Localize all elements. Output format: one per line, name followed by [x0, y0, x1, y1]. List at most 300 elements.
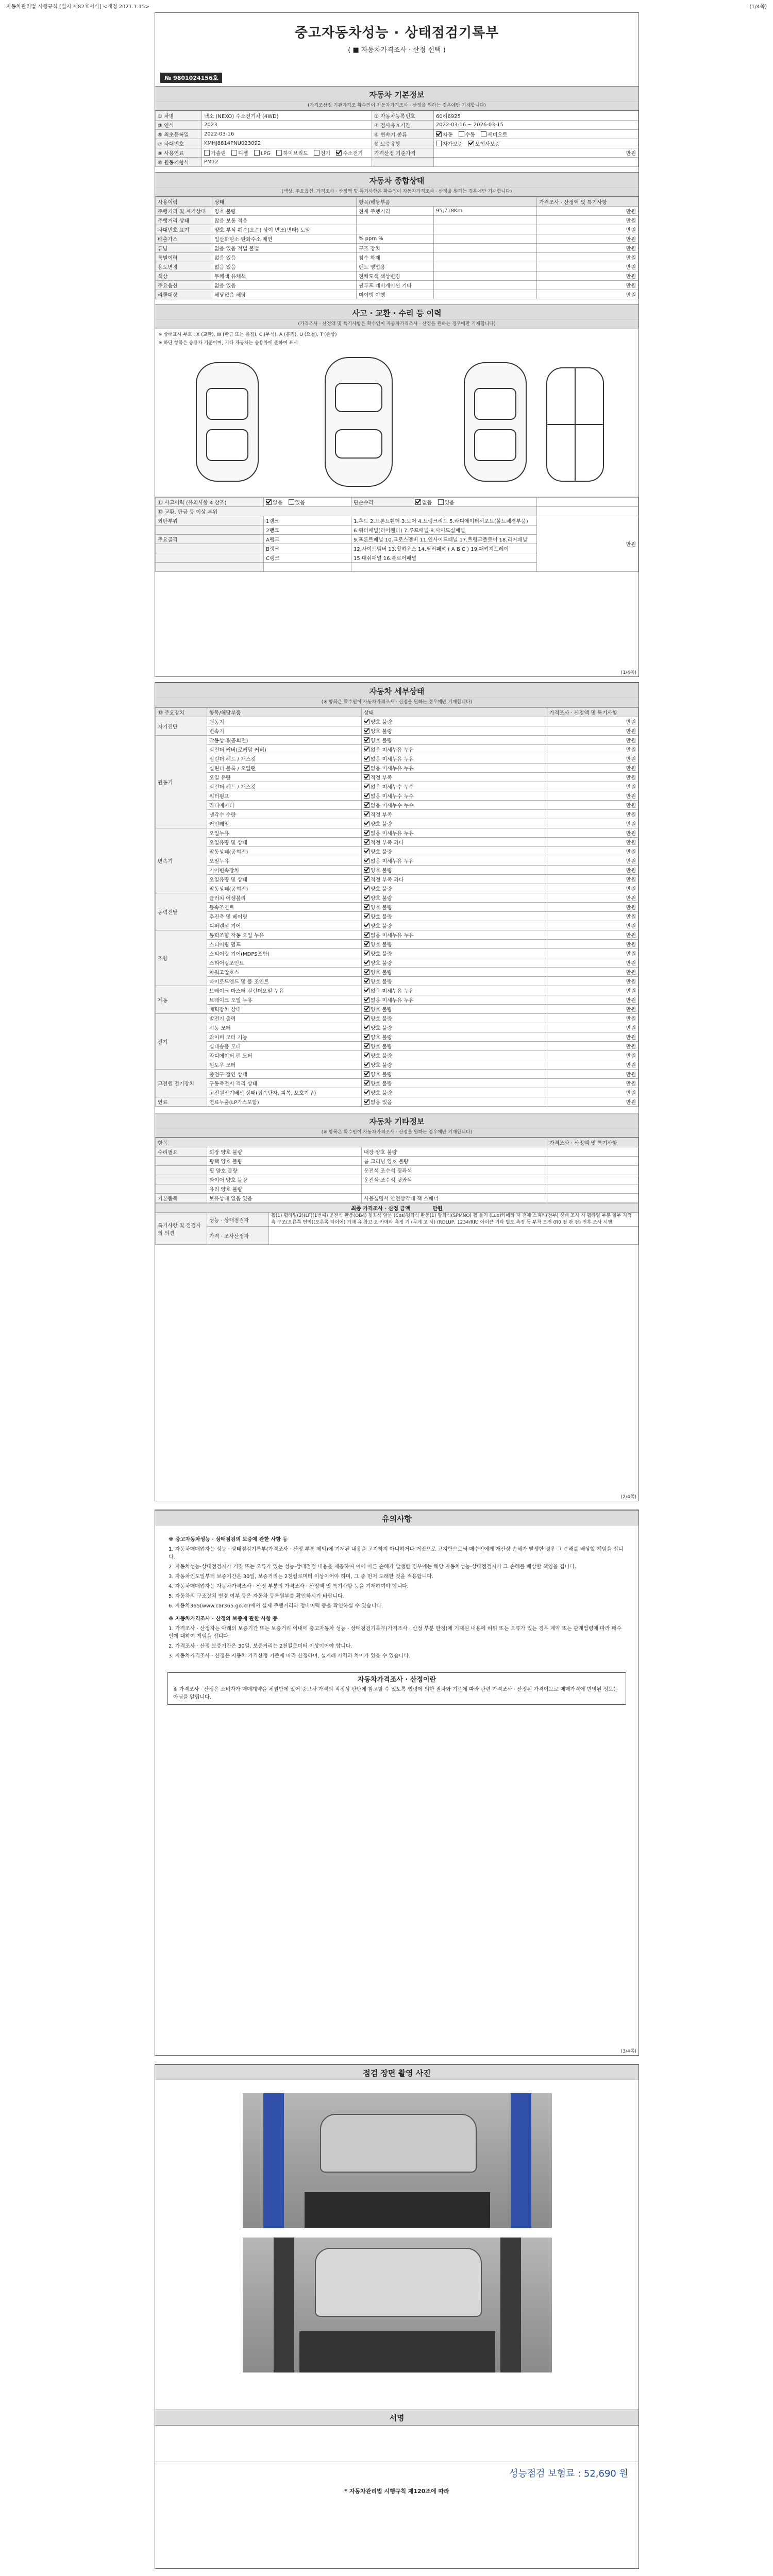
special-text: 휠(1) 휠타일(2)(LF)(1번째) 운전석 완충(OB4) 뒷좌석 앞문 (Cos)뒷좌석 완충(1) 앞좌석(SPMNO) 휠 풀기 (Lux)카메라 자 전체 스피커(전부) 상태 조사 시 휠타일 부분 일부 지적 측 구조(오른쪽 번역)(오른쪽 타이어) 기재 유 참고 요 카메라 측정 기 (무게 고 시) (RDLUP, 1234/RR) 아이큰 기타 별도 측정 등 부착 오전 (R0 점 관 검) 전후 조사 시행	[269, 1213, 638, 1227]
detail-group-name: 제동	[156, 986, 207, 1014]
summary-row	[156, 281, 638, 290]
summary-row	[156, 253, 638, 262]
summary-row	[156, 216, 638, 225]
pricing-info-box	[167, 1672, 626, 1705]
summary-row-item: 침수 화재	[357, 253, 434, 262]
detail-row	[156, 726, 638, 736]
detail-unit: 만원	[547, 1023, 638, 1032]
detail-part: 냉각수 수량	[207, 810, 362, 819]
detail-unit: 만원	[547, 1014, 638, 1023]
summary-row-unit: 만원	[537, 281, 638, 290]
accident-section-title: 사고 · 교환 · 수리 등 이력	[155, 304, 638, 320]
summary-row-unit: 만원	[537, 290, 638, 299]
detail-state-text: 없음 미세누유 누유	[371, 766, 414, 772]
trans-options: 자동 수동 세미오토	[434, 130, 638, 139]
detail-state-checkbox[interactable]	[364, 830, 369, 836]
etc-row	[156, 1175, 638, 1184]
detail-state-checkbox[interactable]	[364, 988, 369, 993]
car-outline-center	[325, 358, 392, 486]
detail-state-text: 양호 불량	[371, 952, 392, 957]
trans-label: ⑥ 변속기 종류	[372, 130, 434, 139]
etc-section-title: 자동차 기타정보	[155, 1113, 638, 1128]
page-2-number: (2/4쪽)	[620, 1495, 636, 1500]
detail-part: 구동축전지 격리 상태	[207, 1079, 362, 1088]
form-page-count: (1/4쪽)	[749, 4, 767, 10]
detail-state-text: 없음 미세누유 누유	[371, 859, 414, 865]
warranty-label: ⑧ 보증유형	[372, 139, 434, 148]
detail-state	[362, 1023, 547, 1032]
summary-row-value	[434, 272, 537, 281]
trans-auto-checkbox[interactable]	[436, 131, 442, 137]
detail-state-checkbox[interactable]	[364, 839, 369, 845]
etc-cell: 외장 양호 불량	[207, 1147, 362, 1157]
detail-state-checkbox[interactable]	[364, 997, 369, 1003]
summary-row-item: 썬루프 네비게이션 기타	[357, 281, 434, 290]
detail-unit: 만원	[547, 782, 638, 791]
doc-number: № 9801024156호	[160, 73, 222, 83]
detail-state	[362, 1032, 547, 1042]
summary-row-item: 현재 주행거리	[357, 207, 434, 216]
summary-row-state: 없음 있음	[212, 262, 357, 272]
detail-part: 연료누출(LP가스포함)	[207, 1097, 362, 1107]
detail-part: 실린더 헤드 / 개스킷	[207, 754, 362, 764]
etc-cell: 타이어 양호 불량	[207, 1175, 362, 1184]
detail-state	[362, 754, 547, 764]
detail-state-checkbox[interactable]	[364, 774, 369, 780]
detail-state-checkbox[interactable]	[364, 728, 369, 734]
detail-state-text: 양호 불량	[371, 896, 392, 902]
summary-row-label: 주요옵션	[156, 281, 212, 290]
detail-group-name: 조향	[156, 930, 207, 986]
detail-part: 오일 유량	[207, 773, 362, 782]
detail-state-checkbox[interactable]	[364, 960, 369, 965]
detail-state-text: 양호 불량	[371, 887, 392, 892]
etc-cell	[156, 1184, 207, 1194]
detail-unit: 만원	[547, 940, 638, 949]
detail-state	[362, 726, 547, 736]
detail-unit: 만원	[547, 764, 638, 773]
fuel-hybrid-checkbox[interactable]	[276, 150, 282, 156]
detail-row	[156, 1088, 638, 1097]
summary-row-state: 무채색 유채색	[212, 272, 357, 281]
first-reg-value: 2022-03-16	[202, 130, 372, 139]
detail-state	[362, 773, 547, 782]
summary-head-usage: 사용이력	[156, 197, 212, 207]
special-pricer-label: 가격 · 조사산정자	[207, 1227, 269, 1245]
summary-row-item	[357, 225, 434, 234]
accident-legend-2: ※ 하단 항목은 승용차 기준이며, 기타 자동차는 승용차에 준하여 표시	[158, 341, 298, 346]
detail-unit: 만원	[547, 1079, 638, 1088]
car-diagram	[155, 347, 638, 497]
detail-state-checkbox[interactable]	[364, 858, 369, 863]
detail-row	[156, 995, 638, 1005]
detail-unit: 만원	[547, 1088, 638, 1097]
notes-item: 2. 가격조사 · 산정 보증기간은 30일, 보증거리는 2천킬로미터 이상이어야 합니다.	[169, 1643, 352, 1649]
etc-table	[155, 1138, 638, 1203]
detail-state-checkbox[interactable]	[364, 1043, 369, 1049]
fuel-gasoline-checkbox[interactable]	[204, 150, 210, 156]
detail-part: 작동상태(공회전)	[207, 847, 362, 856]
detail-state-text: 양호 불량	[371, 970, 392, 976]
detail-state-checkbox[interactable]	[364, 737, 369, 743]
summary-row-value	[434, 253, 537, 262]
rank1-label: 1랭크	[264, 516, 351, 526]
notes-item: 2. 자동차성능·상태점검자가 거짓 또는 오류가 있는 성능·상태점검 내용을 제공하여 이에 따른 손해가 발생한 경우에는 해당 자동차성능·상태점검자가 그 손해를 배상할 책임을 집니다.	[169, 1564, 577, 1570]
detail-row	[156, 736, 638, 745]
summary-row-state: 없음 있음	[212, 281, 357, 290]
etc-head-price: 가격조사 · 산정액 및 특기사항	[547, 1138, 638, 1147]
summary-row-label: 특별이력	[156, 253, 212, 262]
detail-state-text: 양호 불량	[371, 1081, 392, 1087]
etc-cell: 휠 양호 불량	[207, 1166, 362, 1175]
detail-unit: 만원	[547, 1051, 638, 1060]
detail-row	[156, 847, 638, 856]
detail-state	[362, 1051, 547, 1060]
detail-state	[362, 986, 547, 995]
summary-row-unit: 만원	[537, 272, 638, 281]
summary-row	[156, 207, 638, 216]
detail-unit: 만원	[547, 745, 638, 754]
summary-row-value	[434, 281, 537, 290]
detail-row	[156, 1014, 638, 1023]
detail-group-name: 전기	[156, 1014, 207, 1070]
detail-state-text: 양호 불량	[371, 1016, 392, 1022]
motor-label: ⑩ 원동기형식	[156, 158, 202, 167]
detail-row	[156, 819, 638, 828]
etc-head-item: 항목	[156, 1138, 547, 1147]
detail-state-checkbox[interactable]	[364, 756, 369, 761]
summary-row	[156, 262, 638, 272]
page-2	[155, 682, 639, 1501]
detail-state	[362, 736, 547, 745]
page-4	[155, 2064, 639, 2569]
summary-row-label: 주행거리 및 계기상태	[156, 207, 212, 216]
etc-cell	[156, 1166, 207, 1175]
detail-unit: 만원	[547, 977, 638, 986]
detail-part: 오일누유	[207, 828, 362, 838]
detail-state-text: 양호 불량	[371, 1026, 392, 1031]
summary-row-value	[434, 216, 537, 225]
detail-state-checkbox[interactable]	[364, 1099, 369, 1105]
sign-area[interactable]	[155, 2426, 638, 2462]
insurance-fee: 성능점검 보험료 : 52,690 원	[509, 2468, 628, 2479]
detail-unit: 만원	[547, 995, 638, 1005]
summary-row-value: 95,718Km	[434, 207, 537, 216]
summary-row	[156, 225, 638, 234]
pricing-info-title: 자동차가격조사 · 산정이란	[357, 1676, 436, 1684]
summary-row-item: % ppm %	[357, 234, 434, 244]
page-3-number: (3/4쪽)	[620, 2049, 636, 2054]
detail-part: 타이로드엔드 및 볼 조인트	[207, 977, 362, 986]
detail-unit: 만원	[547, 856, 638, 866]
summary-row-state: 해당없음 해당	[212, 290, 357, 299]
detail-part: 오일유량 및 상태	[207, 838, 362, 847]
detail-part: 작동상태(공회전)	[207, 736, 362, 745]
detail-row	[156, 810, 638, 819]
detail-unit: 만원	[547, 866, 638, 875]
summary-row-state: 많음 보통 적음	[212, 216, 357, 225]
detail-state-checkbox[interactable]	[364, 811, 369, 817]
detail-row	[156, 977, 638, 986]
fuel-label: ⑨ 사용연료	[156, 148, 202, 158]
detail-state	[362, 995, 547, 1005]
notes-item: 3. 자동차가격조사 · 산정은 자동차 가격산정 기준에 따라 산정하며, 실거래 가격과 차이가 있을 수 있습니다.	[169, 1653, 411, 1659]
detail-state-text: 없음 미세누유 누유	[371, 933, 414, 939]
etc-cell: 사용설명서 안전삼각대 잭 스패너	[362, 1194, 547, 1203]
detail-state-text: 적정 부족	[371, 812, 392, 818]
summary-row-item	[357, 216, 434, 225]
detail-state-checkbox[interactable]	[364, 1025, 369, 1030]
detail-state-checkbox[interactable]	[364, 1071, 369, 1077]
detail-row	[156, 782, 638, 791]
summary-row	[156, 234, 638, 244]
inspect-period-value: 2022-03-16 ~ 2026-03-15	[434, 121, 638, 130]
accident-table	[155, 497, 638, 572]
detail-state	[362, 791, 547, 801]
summary-row-state: 양호 부식 훼손(오손) 상이 변조(변타) 도말	[212, 225, 357, 234]
inspection-photo-rear	[243, 2238, 552, 2372]
detail-head-device: ⑬ 주요장치	[156, 708, 207, 717]
detail-state-checkbox[interactable]	[364, 978, 369, 984]
detail-group-name: 고전원 전기장치	[156, 1070, 207, 1097]
detail-row	[156, 912, 638, 921]
fuel-options: 가솔린 디젤 LPG 하이브리드 전기 수소전기	[202, 148, 372, 158]
repair-yes-checkbox[interactable]	[438, 499, 444, 505]
first-reg-label: ⑤ 최초등록일	[156, 130, 202, 139]
trans-semi-checkbox[interactable]	[481, 131, 486, 137]
detail-group-name: 원동기	[156, 736, 207, 828]
detail-state-checkbox[interactable]	[364, 1062, 369, 1067]
detail-part: 실린더 커버(로커암 커버)	[207, 745, 362, 754]
detail-state-checkbox[interactable]	[364, 913, 369, 919]
history-yes-checkbox[interactable]	[289, 499, 294, 505]
inspect-period-label: ④ 검사유효기간	[372, 121, 434, 130]
detail-state-checkbox[interactable]	[364, 1080, 369, 1086]
car-outline-left	[196, 363, 258, 481]
detail-section-note: (※ 항목은 확수인이 자동차가격조사 · 산정을 원하는 경우에만 기재합니다)	[155, 698, 638, 707]
detail-part: 스티어링 펌프	[207, 940, 362, 949]
detail-state	[362, 903, 547, 912]
detail-part: 디퍼렌셜 기어	[207, 921, 362, 930]
detail-state	[362, 930, 547, 940]
summary-row-item: 전체도색 색상변경	[357, 272, 434, 281]
detail-row	[156, 949, 638, 958]
detail-unit: 만원	[547, 884, 638, 893]
detail-unit: 만원	[547, 717, 638, 726]
detail-state-checkbox[interactable]	[364, 1090, 369, 1095]
detail-state-checkbox[interactable]	[364, 867, 369, 873]
detail-unit: 만원	[547, 958, 638, 968]
detail-state-checkbox[interactable]	[364, 932, 369, 938]
summary-head-price: 가격조사 · 산정액 및 특기사항	[537, 197, 638, 207]
detail-row	[156, 717, 638, 726]
summary-row-item: 구조 장치	[357, 244, 434, 253]
etc-row	[156, 1147, 638, 1157]
detail-state	[362, 940, 547, 949]
detail-row	[156, 754, 638, 764]
frame-outline	[547, 368, 603, 481]
detail-row	[156, 764, 638, 773]
basic-section-title: 자동차 기본정보	[155, 86, 638, 101]
detail-row	[156, 773, 638, 782]
detail-row	[156, 875, 638, 884]
detail-state	[362, 1097, 547, 1107]
detail-row	[156, 1023, 638, 1032]
etc-price-cell	[547, 1194, 638, 1203]
summary-row-state: 없음 있음 적법 불법	[212, 244, 357, 253]
detail-state-text: 양호 불량	[371, 1035, 392, 1041]
summary-head-item: 항목/해당부품	[357, 197, 537, 207]
detail-part: 배력장치 상태	[207, 1005, 362, 1014]
detail-row	[156, 801, 638, 810]
detail-state-checkbox[interactable]	[364, 849, 369, 854]
detail-state-checkbox[interactable]	[364, 923, 369, 928]
detail-row	[156, 866, 638, 875]
basic-info-table	[155, 111, 638, 167]
detail-state-checkbox[interactable]	[364, 1006, 369, 1012]
detail-state-checkbox[interactable]	[364, 951, 369, 956]
final-table	[155, 1203, 638, 1245]
detail-row	[156, 838, 638, 847]
summary-row	[156, 244, 638, 253]
detail-state	[362, 884, 547, 893]
notes-item: 3. 자동차인도일부터 보증기간은 30일, 보증거리는 2천킬로미터 이상이어야 하며, 그 중 먼저 도래한 것을 적용합니다.	[169, 1574, 434, 1580]
fuel-diesel-checkbox[interactable]	[231, 150, 237, 156]
rankA-label: A랭크	[264, 535, 351, 544]
detail-state-checkbox[interactable]	[364, 821, 369, 826]
accident-unit: 만원	[537, 516, 638, 572]
detail-state-checkbox[interactable]	[364, 886, 369, 891]
etc-cell: 기본품목	[156, 1194, 207, 1203]
summary-section-note: (색상, 주요옵션, 가격조사 · 산정액 및 특기사항은 확수인이 자동차가격조사 · 산정을 원하는 경우에만 기재합니다)	[155, 188, 638, 197]
detail-unit: 만원	[547, 773, 638, 782]
etc-cell: 수리필요	[156, 1147, 207, 1157]
detail-head-state: 상태	[362, 708, 547, 717]
detail-row	[156, 1097, 638, 1107]
detail-state-text: 양호 불량	[371, 720, 392, 725]
detail-state	[362, 921, 547, 930]
detail-unit: 만원	[547, 1060, 638, 1070]
detail-part: 브레이크 오일 누유	[207, 995, 362, 1005]
detail-state-checkbox[interactable]	[364, 784, 369, 789]
notes-item: 6. 자동차365(www.car365.go.kr)에서 실제 주행거리와 정비이력 등을 확인하실 수 있습니다.	[169, 1603, 383, 1609]
history-none-checkbox[interactable]	[266, 499, 272, 505]
detail-unit: 만원	[547, 726, 638, 736]
page-1-number: (1/4쪽)	[620, 670, 636, 675]
etc-cell: 광택 양호 불량	[207, 1157, 362, 1166]
detail-unit: 만원	[547, 801, 638, 810]
detail-state-text: 양호 불량	[371, 942, 392, 948]
repair-none-checkbox[interactable]	[415, 499, 421, 505]
summary-row-unit: 만원	[537, 244, 638, 253]
detail-state-checkbox[interactable]	[364, 969, 369, 975]
detail-state-checkbox[interactable]	[364, 876, 369, 882]
detail-state-checkbox[interactable]	[364, 765, 369, 771]
detail-state-text: 양호 불량	[371, 822, 392, 827]
rankC-label: C랭크	[264, 553, 351, 563]
detail-part: 원동기	[207, 717, 362, 726]
detail-state-checkbox[interactable]	[364, 1053, 369, 1058]
detail-part: 변속기	[207, 726, 362, 736]
detail-part: 동력조향 작동 오일 누유	[207, 930, 362, 940]
history-label: ⑪ 사고이력 (유의사항 4 참조)	[156, 498, 264, 507]
detail-row	[156, 745, 638, 754]
notes-title: 유의사항	[155, 1510, 638, 1526]
detail-state-checkbox[interactable]	[364, 719, 369, 724]
detail-state	[362, 1060, 547, 1070]
detail-state	[362, 764, 547, 773]
notes-item: 1. 자동차매매업자는 성능 · 상태점검기록부(가격조사 · 산정 부분 제외)에 기재된 내용을 고지하지 아니하거나 거짓으로 고지함으로써 매수인에게 재산상 손해가 발생한 경우 그 손해를 배상할 책임을 집니다.	[169, 1547, 624, 1560]
trans-manual-checkbox[interactable]	[459, 131, 464, 137]
parts-title: ⑫ 교환, 판금 등 이상 부위	[156, 507, 537, 516]
summary-row	[156, 272, 638, 281]
sign-footnote: * 자동차관리법 시행규칙 제120조에 따라	[344, 2488, 449, 2495]
detail-state	[362, 819, 547, 828]
repair-options: 없음 있음	[413, 498, 537, 507]
warranty-self-checkbox[interactable]	[436, 141, 442, 146]
summary-head-state: 상태	[212, 197, 357, 207]
fuel-electric-checkbox[interactable]	[314, 150, 320, 156]
detail-state-text: 없음 미세누유 누유	[371, 757, 414, 762]
detail-part: 추진축 및 베어링	[207, 912, 362, 921]
detail-part: 파워고압호스	[207, 968, 362, 977]
detail-unit: 만원	[547, 968, 638, 977]
detail-part: 윈도우 모터	[207, 1060, 362, 1070]
rankB-items: 12.사이드멤버 13.휠하우스 14.필러패널 ( A B C ) 19.패키지트레이	[351, 544, 537, 553]
warranty-insurer-checkbox[interactable]	[468, 141, 474, 146]
summary-table	[155, 197, 638, 299]
rank2-label: 2랭크	[264, 526, 351, 535]
detail-part: 실린더 헤드 / 개스킷	[207, 782, 362, 791]
detail-state-checkbox[interactable]	[364, 793, 369, 799]
detail-state-checkbox[interactable]	[364, 747, 369, 752]
detail-state	[362, 828, 547, 838]
rankB-label: B랭크	[264, 544, 351, 553]
car-name-label: ① 차명	[156, 111, 202, 121]
fuel-hydrogen-checkbox[interactable]	[336, 150, 342, 156]
detail-state	[362, 847, 547, 856]
detail-state-checkbox[interactable]	[364, 1015, 369, 1021]
detail-state-checkbox[interactable]	[364, 895, 369, 901]
detail-part: 고전원전기배선 상태(접속단자, 피복, 보호기구)	[207, 1088, 362, 1097]
detail-state	[362, 810, 547, 819]
etc-price-cell	[547, 1157, 638, 1166]
special-label: 특기사항 및 점검자의 의견	[156, 1213, 207, 1245]
fuel-lpg-checkbox[interactable]	[254, 150, 260, 156]
detail-part: 기어변속장치	[207, 866, 362, 875]
summary-row-unit: 만원	[537, 262, 638, 272]
plate-value: 60허6925	[434, 111, 638, 121]
detail-part: 클러치 어셈블리	[207, 893, 362, 903]
motor-value: PM12	[202, 158, 372, 167]
page-3	[155, 1510, 639, 2056]
detail-state-checkbox[interactable]	[364, 904, 369, 910]
detail-state-checkbox[interactable]	[364, 941, 369, 947]
detail-state-text: 없음 있음	[371, 1100, 392, 1106]
detail-head-price: 가격조사 · 산정액 및 특기사항	[547, 708, 638, 717]
price-label: 가격산정 기준가격	[372, 148, 434, 158]
notes-item: 5. 자동차의 구조장치 변경 여부 등은 자동차 등록원부를 확인하시기 바랍니다.	[169, 1594, 344, 1599]
detail-state-checkbox[interactable]	[364, 1034, 369, 1040]
detail-unit: 만원	[547, 949, 638, 958]
summary-row-item: 미이행 이행	[357, 290, 434, 299]
detail-unit: 만원	[547, 930, 638, 940]
summary-row-unit: 만원	[537, 216, 638, 225]
page-subtitle: ( ■ 자동차가격조사 · 산정 선택 )	[348, 46, 446, 54]
summary-row-state: 양호 불량	[212, 207, 357, 216]
notes-sub-1: ※ 중고자동차성능 · 상태점검의 보증에 관한 사항 등	[169, 1537, 288, 1543]
detail-state-checkbox[interactable]	[364, 802, 369, 808]
